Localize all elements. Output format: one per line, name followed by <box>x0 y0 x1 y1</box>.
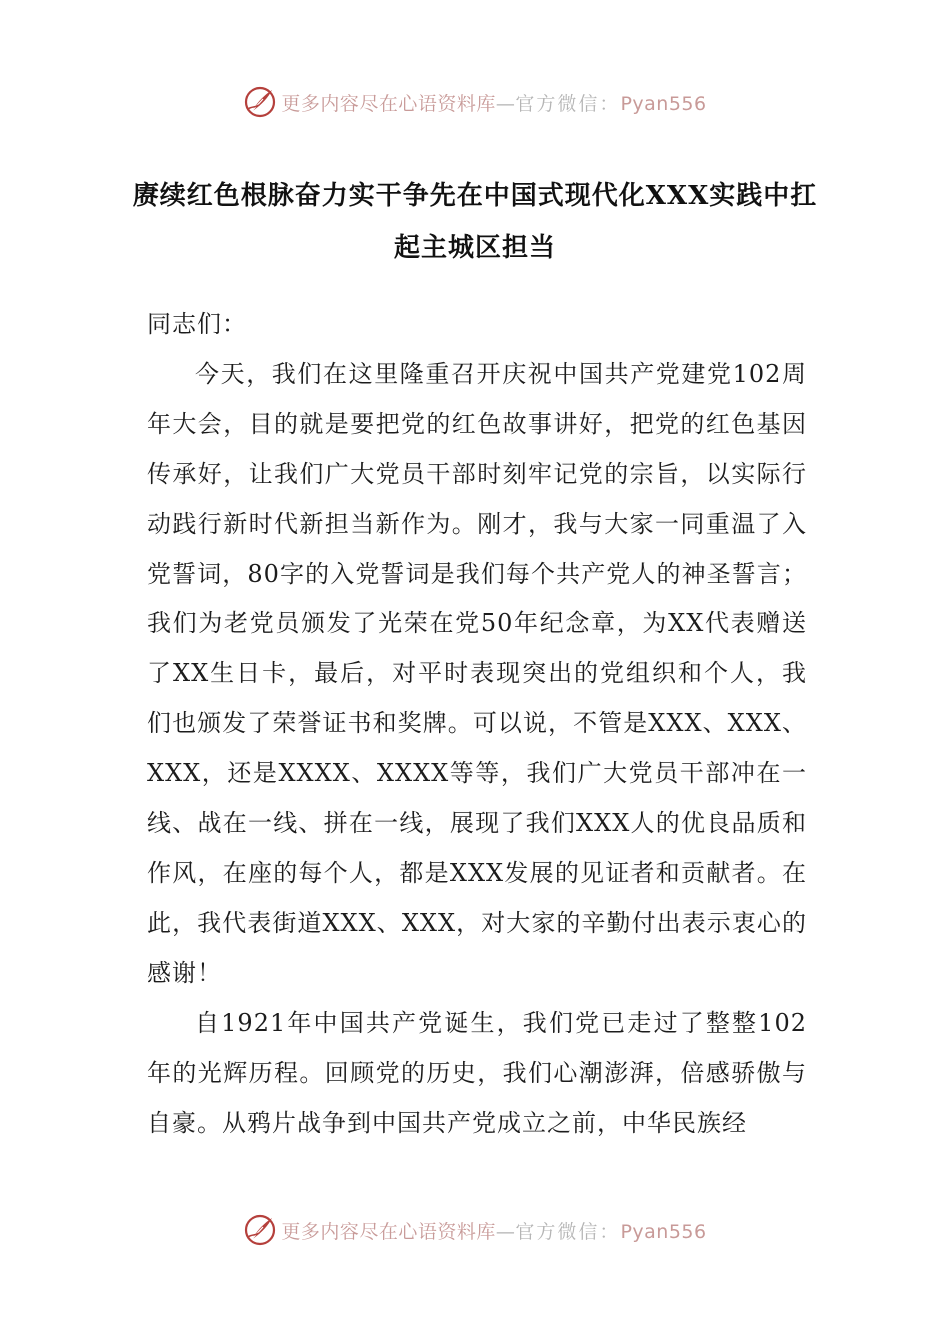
footer-brand-text: 更多内容尽在心语资料库 <box>281 1220 496 1243</box>
header-separator: — <box>495 92 516 115</box>
header-label: 官方微信： <box>515 92 621 115</box>
header-wechat-id: Pyan556 <box>620 92 707 115</box>
quill-pen-logo-icon <box>243 85 277 119</box>
header-banner <box>0 82 950 122</box>
footer-label: 官方微信： <box>515 1220 621 1243</box>
header-brand-text: 更多内容尽在心语资料库 <box>281 92 496 115</box>
footer-wechat-id: Pyan556 <box>620 1220 707 1243</box>
document-body <box>147 300 807 1148</box>
header-banner-text <box>281 89 706 116</box>
document-title: 赓续红色根脉奋力实干争先在中国式现代化XXX实践中扛起主城区担当 <box>132 181 818 263</box>
quill-pen-logo-icon <box>243 1213 277 1247</box>
paragraph-2: 自1921年中国共产党诞生，我们党已走过了整整102年的光辉历程。回顾党的历史，我们心潮澎湃，倍感骄傲与自豪。从鸦片战争到中国共产党成立之前，中华民族经 <box>147 1008 807 1137</box>
salutation: 同志们： <box>147 310 247 338</box>
footer-banner <box>0 1210 950 1250</box>
paragraph-1: 今天，我们在这里隆重召开庆祝中国共产党建党102周年大会，目的就是要把党的红色故事讲好，把党的红色基因传承好，让我们广大党员干部时刻牢记党的宗旨，以实际行动践行新时代新担当新作为。刚才，我与大家一同重温了入党誓词，80字的入党誓词是我们每个共产党人的神圣誓言；我们为老党员颁发了光荣在党50年纪念章，为XX代表赠送了XX生日卡，最后，对平时表现突出的党组织和个人，我们也颁发了荣誉证书和奖牌。可以说，不管是XXX、XXX、XXX，还是XXXX、XXXX等等，我们广大党员干部冲在一线、战在一线、拼在一线，展现了我们XXX人的优良品质和作风，在座的每个人，都是XXX发展的见证者和贡献者。在此，我代表街道XXX、XXX，对大家的辛勤付出表示衷心的感谢！ <box>147 359 807 987</box>
footer-separator: — <box>495 1220 516 1243</box>
footer-banner-text <box>281 1217 706 1244</box>
